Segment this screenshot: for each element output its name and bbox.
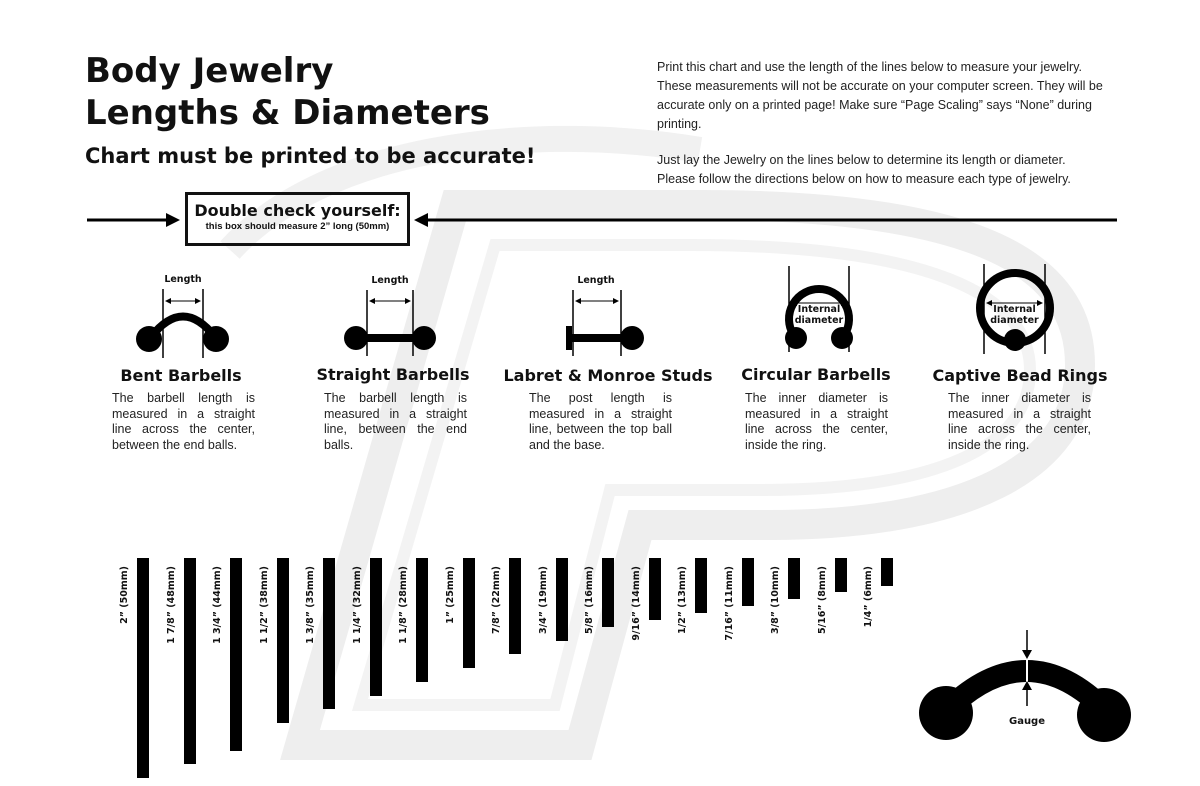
ruler-bar <box>323 558 335 709</box>
diameter-label-line1: Internal <box>797 304 841 315</box>
bent-barbell-length-label: Length <box>164 274 202 285</box>
diameter-label-line2: diameter <box>794 315 844 326</box>
ruler-label: 7/16” (11mm) <box>724 566 735 641</box>
ruler-label: 1/4” (6mm) <box>863 566 874 628</box>
ruler-bar <box>649 558 661 620</box>
ruler-bar <box>788 558 800 599</box>
straight-barbell-icon <box>344 290 436 356</box>
ruler-label: 1/2” (13mm) <box>677 566 688 634</box>
diameter-label-line2: diameter <box>990 315 1039 326</box>
ruler-bar <box>230 558 242 751</box>
ruler-bar <box>695 558 707 613</box>
ruler-label: 1 7/8” (48mm) <box>166 566 177 644</box>
ruler-bar <box>416 558 428 682</box>
straight-barbell-length-label: Length <box>371 275 409 286</box>
ruler-label: 1 1/2” (38mm) <box>259 566 270 644</box>
ruler-bar <box>742 558 754 606</box>
ruler-label: 9/16” (14mm) <box>631 566 642 641</box>
straight-barbells-description: The barbell length is measured in a straight line, between the end balls. <box>324 391 467 452</box>
circular-barbells-title: Circular Barbells <box>741 365 891 384</box>
instructions-print: Print this chart and use the length of the lines below to measure your jewelry. These measurements will not be accurate on your computer screen. They will be accurate only on a printed page! Make sure “Page Scaling” says “None” during printing. <box>657 60 1103 131</box>
circular-internal-diameter-label <box>789 304 849 326</box>
gauge-label: Gauge <box>1008 716 1045 727</box>
check-box-title: Double check yourself: <box>194 201 401 220</box>
ruler-bar <box>277 558 289 723</box>
ruler-bar <box>556 558 568 641</box>
ruler-bar <box>463 558 475 668</box>
bent-barbells-title: Bent Barbells <box>120 366 242 385</box>
title-line-1: Body Jewelry <box>85 51 334 91</box>
ruler-bar <box>881 558 893 586</box>
ruler-label: 7/8” (22mm) <box>491 566 502 634</box>
ruler-label: 2” (50mm) <box>119 566 130 624</box>
captive-internal-diameter-label <box>984 304 1045 326</box>
ruler-label: 3/8” (10mm) <box>770 566 781 634</box>
ruler-label: 5/8” (16mm) <box>584 566 595 634</box>
labret-studs-title: Labret & Monroe Studs <box>503 366 713 385</box>
ruler-bar <box>370 558 382 696</box>
labret-stud-icon <box>566 290 644 356</box>
ruler-label: 1 3/4” (44mm) <box>212 566 223 644</box>
circular-barbells-description: The inner diameter is measured in a straight line across the center, inside the ring. <box>745 391 888 452</box>
bent-barbells-description: The barbell length is measured in a straight line across the center, between the end balls. <box>112 391 255 452</box>
captive-bead-rings-title: Captive Bead Rings <box>932 366 1108 385</box>
ruler-label: 5/16” (8mm) <box>817 566 828 634</box>
page-subtitle: Chart must be printed to be accurate! <box>85 144 536 168</box>
title-line-2: Lengths & Diameters <box>85 93 490 133</box>
ruler-bar <box>602 558 614 627</box>
labret-studs-description: The post length is measured in a straight line, between the top ball and the base. <box>529 391 672 452</box>
ruler-label: 1 1/8” (28mm) <box>398 566 409 644</box>
bent-barbell-icon <box>136 289 229 358</box>
ruler-bar <box>835 558 847 592</box>
diameter-label-line1: Internal <box>993 304 1036 315</box>
ruler-label: 1 3/8” (35mm) <box>305 566 316 644</box>
ruler-label: 1 1/4” (32mm) <box>352 566 363 644</box>
ruler-label: 1” (25mm) <box>445 566 456 624</box>
captive-bead-rings-description: The inner diameter is measured in a straight line across the center, inside the ring. <box>948 391 1091 452</box>
labret-length-label: Length <box>577 275 615 286</box>
instructions-measure: Just lay the Jewelry on the lines below to determine its length or diameter. Please follow the directions below on how to measure each type of jewelry. <box>657 153 1071 186</box>
check-box-subtitle: this box should measure 2” long (50mm) <box>205 221 390 232</box>
ruler-label: 3/4” (19mm) <box>538 566 549 634</box>
ruler-bar <box>509 558 521 654</box>
ruler-bar <box>137 558 149 778</box>
ruler-bar <box>184 558 196 764</box>
straight-barbells-title: Straight Barbells <box>316 365 470 384</box>
